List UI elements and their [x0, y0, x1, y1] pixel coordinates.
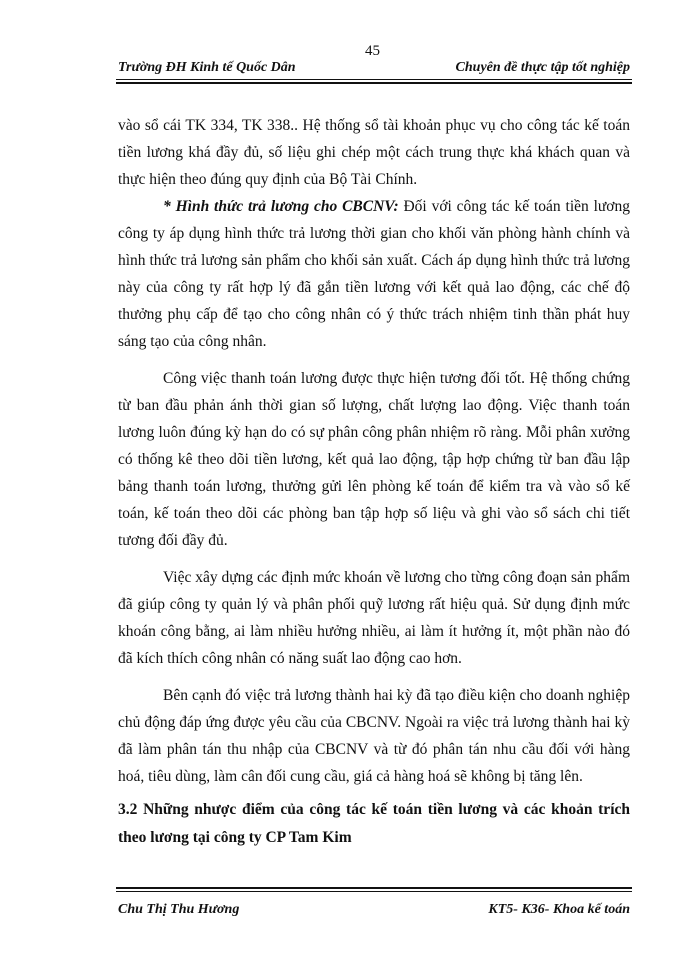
document-body: [118, 112, 630, 790]
footer-divider-thick: [116, 887, 632, 889]
paragraph-2-body: Đối với công tác kế toán tiền lương công ty áp dụng hình thức trả lương thời gian cho khối văn phòng hành chính và hình thức trả lương sản phẩm cho khối sản xuất. Cách áp dụng hình thức trả lương này của công ty rất hợp lý đã gắn tiền lương với kết quả lao động, các chế độ thưởng phụ cấp để tạo cho công nhân có ý thức trách nhiệm tinh thần phát huy sáng tạo của công nhân.: [118, 198, 630, 350]
header-document-type: Chuyên đề thực tập tốt nghiệp: [455, 60, 630, 75]
paragraph-2-lead: * Hình thức trả lương cho CBCNV:: [163, 198, 399, 215]
footer-divider-thin: [116, 891, 632, 892]
footer-author: Chu Thị Thu Hương: [118, 902, 240, 917]
page-number: 45: [365, 43, 380, 59]
paragraph-2: [118, 193, 630, 355]
paragraph-1: vào sổ cái TK 334, TK 338.. Hệ thống sổ tài khoản phục vụ cho công tác kế toán tiền lương khá đầy đủ, số liệu ghi chép một cách trung thực khá khách quan và thực hiện theo đúng quy định của Bộ Tài Chính.: [118, 117, 630, 188]
paragraph-4: Việc xây dựng các định mức khoán về lương cho từng công đoạn sản phẩm đã giúp công ty quản lý và phân phối quỹ lương rất hiệu quả. Sử dụng định mức khoán công bằng, ai làm nhiều hưởng nhiều, ai làm ít hưởng ít, một phần nào đó đã kích thích công nhân có năng suất lao động cao hơn.: [118, 569, 630, 667]
header-school-name: Trường ĐH Kinh tế Quốc Dân: [118, 60, 296, 75]
header-divider-thick: [116, 82, 632, 84]
header-divider-thin: [116, 79, 632, 80]
paragraph-5: Bên cạnh đó việc trả lương thành hai kỳ đã tạo điều kiện cho doanh nghiệp chủ động đáp ứng được yêu cầu của CBCNV. Ngoài ra việc trả lương thành hai kỳ đã làm phân tán thu nhập của CBCNV và từ đó phân tán nhu cầu đối với hàng hoá, tiêu dùng, làm cân đối cung cầu, giá cả hàng hoá sẽ không bị tăng lên.: [118, 687, 630, 785]
section-heading: 3.2 Những nhược điểm của công tác kế toán tiền lương và các khoản trích theo lương tại công ty CP Tam Kim: [118, 801, 630, 846]
footer-class-info: KT5- K36- Khoa kế toán: [488, 902, 630, 917]
paragraph-3: Công việc thanh toán lương được thực hiện tương đối tốt. Hệ thống chứng từ ban đầu phản ánh thời gian số lượng, chất lượng lao động. Việc thanh toán lương luôn đúng kỳ hạn do có sự phân công phân nhiệm rõ ràng. Mỗi phân xưởng có thống kê theo dõi tiền lương, kết quả lao động, tập hợp chứng từ ban đầu lập bảng thanh toán lương, thưởng gửi lên phòng kế toán để kiểm tra và vào sổ kế toán, kế toán theo dõi các phòng ban tập hợp số liệu và ghi vào sổ sách chi tiết tương đối đầy đủ.: [118, 370, 630, 549]
